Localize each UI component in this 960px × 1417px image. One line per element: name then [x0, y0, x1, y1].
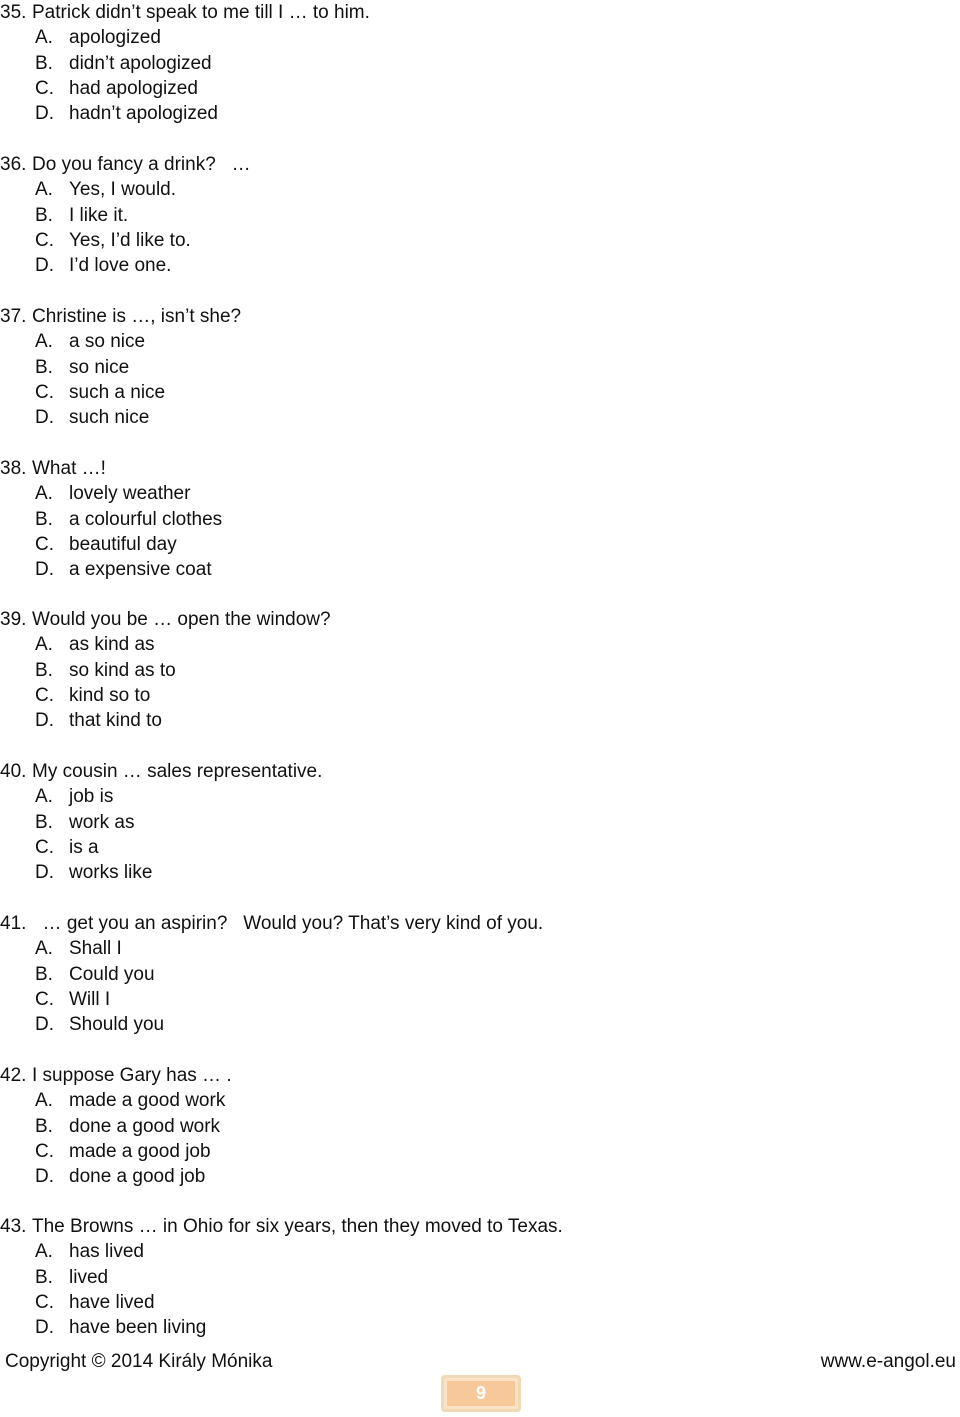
question-number: 43.	[0, 1216, 27, 1237]
answer-option[interactable]	[0, 1139, 940, 1164]
option-letter: B.	[35, 963, 53, 985]
option-letter: A.	[35, 331, 53, 353]
option-text: I like it.	[69, 204, 129, 226]
answer-option[interactable]	[0, 962, 940, 987]
option-text: job is	[69, 786, 114, 808]
answer-option[interactable]	[0, 1012, 940, 1037]
question-38	[0, 456, 940, 582]
option-text: is a	[69, 836, 99, 858]
option-letter: A.	[35, 483, 53, 505]
option-text: Could you	[69, 963, 155, 985]
option-letter: B.	[35, 1115, 53, 1137]
option-letter: C.	[35, 1140, 54, 1162]
option-letter: C.	[35, 533, 54, 555]
answer-option[interactable]	[0, 101, 940, 126]
question-prompt-line	[0, 1063, 940, 1088]
answer-option[interactable]	[0, 658, 940, 683]
option-letter: D.	[35, 255, 54, 277]
question-40	[0, 759, 940, 885]
option-letter: C.	[35, 77, 54, 99]
page-number: 9	[475, 1383, 486, 1403]
answer-option[interactable]	[0, 203, 940, 228]
option-text: hadn’t apologized	[69, 103, 218, 125]
question-prompt-line	[0, 456, 940, 481]
option-text: a colourful clothes	[69, 508, 223, 530]
question-prompt: My cousin … sales representative.	[32, 761, 323, 782]
option-letter: A.	[35, 1090, 53, 1112]
question-prompt: Christine is …, isn’t she?	[32, 306, 242, 327]
answer-option[interactable]	[0, 532, 940, 557]
option-letter: A.	[35, 938, 53, 960]
option-letter: B.	[35, 811, 53, 833]
answer-option[interactable]	[0, 355, 940, 380]
answer-option[interactable]	[0, 1265, 940, 1290]
question-prompt: … get you an aspirin? Would you? That’s very kind of you.	[32, 913, 554, 934]
answer-option[interactable]	[0, 1088, 940, 1113]
question-number: 36.	[0, 154, 27, 175]
option-letter: B.	[35, 1266, 53, 1288]
option-letter: D.	[35, 710, 54, 732]
option-letter: A.	[35, 1241, 53, 1263]
answer-option[interactable]	[0, 507, 940, 532]
option-text: apologized	[69, 27, 161, 49]
option-text: lived	[69, 1266, 109, 1288]
question-prompt: The Browns … in Ohio for six years, then they moved to Texas.	[32, 1216, 563, 1237]
answer-option[interactable]	[0, 1164, 940, 1189]
answer-option[interactable]	[0, 25, 940, 50]
option-text: has lived	[69, 1241, 144, 1263]
question-43	[0, 1214, 940, 1340]
question-36	[0, 152, 940, 278]
question-41	[0, 911, 940, 1037]
option-text: Shall I	[69, 938, 122, 960]
option-letter: B.	[35, 204, 53, 226]
option-text: beautiful day	[69, 533, 177, 555]
copyright-notice: Copyright © 2014 Király Mónika	[5, 1351, 273, 1372]
page-number-badge	[441, 1375, 521, 1412]
option-text: Should you	[69, 1014, 165, 1036]
question-number: 38.	[0, 458, 27, 479]
answer-option[interactable]	[0, 708, 940, 733]
option-letter: C.	[35, 988, 54, 1010]
answer-option[interactable]	[0, 481, 940, 506]
option-text: kind so to	[69, 684, 151, 706]
option-letter: B.	[35, 52, 53, 74]
answer-option[interactable]	[0, 1239, 940, 1264]
option-text: made a good job	[69, 1140, 211, 1162]
option-letter: D.	[35, 103, 54, 125]
option-text: such a nice	[69, 381, 166, 403]
question-prompt-line	[0, 0, 940, 25]
option-letter: A.	[35, 634, 53, 656]
answer-option[interactable]	[0, 557, 940, 582]
option-text: didn’t apologized	[69, 52, 212, 74]
answer-option[interactable]	[0, 810, 940, 835]
option-text: a expensive coat	[69, 559, 212, 581]
answer-option[interactable]	[0, 1114, 940, 1139]
option-letter: D.	[35, 1014, 54, 1036]
option-text: as kind as	[69, 634, 155, 656]
option-text: made a good work	[69, 1090, 226, 1112]
answer-option[interactable]	[0, 987, 940, 1012]
question-prompt-line	[0, 911, 940, 936]
answer-option[interactable]	[0, 51, 940, 76]
option-letter: B.	[35, 508, 53, 530]
answer-option[interactable]	[0, 405, 940, 430]
answer-option[interactable]	[0, 835, 940, 860]
option-letter: D.	[35, 1166, 54, 1188]
answer-option[interactable]	[0, 253, 940, 278]
question-prompt-line	[0, 607, 940, 632]
option-text: a so nice	[69, 331, 146, 353]
option-text: I’d love one.	[69, 255, 172, 277]
question-prompt: I suppose Gary has … .	[32, 1065, 232, 1086]
answer-option[interactable]	[0, 683, 940, 708]
option-text: lovely weather	[69, 483, 191, 505]
answer-option[interactable]	[0, 860, 940, 885]
question-42	[0, 1063, 940, 1189]
website-link[interactable]: www.e-angol.eu	[820, 1351, 956, 1372]
option-letter: C.	[35, 229, 54, 251]
question-prompt: Would you be … open the window?	[32, 609, 331, 630]
answer-option[interactable]	[0, 329, 940, 354]
question-prompt: What …!	[32, 458, 106, 479]
answer-option[interactable]	[0, 784, 940, 809]
option-letter: D.	[35, 559, 54, 581]
option-letter: C.	[35, 381, 54, 403]
answer-option[interactable]	[0, 380, 940, 405]
question-number: 35.	[0, 2, 27, 23]
question-39	[0, 607, 940, 733]
answer-option[interactable]	[0, 177, 940, 202]
option-text: so nice	[69, 356, 130, 378]
option-text: Will I	[69, 988, 111, 1010]
answer-option[interactable]	[0, 632, 940, 657]
answer-option[interactable]	[0, 1315, 940, 1340]
question-prompt-line	[0, 759, 940, 784]
option-letter: D.	[35, 1317, 54, 1339]
question-prompt-line	[0, 1214, 940, 1239]
option-text: works like	[69, 862, 153, 884]
question-number: 39.	[0, 609, 27, 630]
option-letter: C.	[35, 836, 54, 858]
question-prompt-line	[0, 304, 940, 329]
option-text: done a good job	[69, 1166, 206, 1188]
question-number: 42.	[0, 1065, 27, 1086]
answer-option[interactable]	[0, 1290, 940, 1315]
question-prompt: Do you fancy a drink? …	[32, 154, 262, 175]
question-number: 40.	[0, 761, 27, 782]
option-letter: A.	[35, 179, 53, 201]
option-letter: D.	[35, 407, 54, 429]
question-prompt-line	[0, 152, 940, 177]
option-letter: A.	[35, 27, 53, 49]
option-text: that kind to	[69, 710, 162, 732]
question-prompt: Patrick didn’t speak to me till I … to him.	[32, 2, 370, 23]
option-text: have lived	[69, 1291, 155, 1313]
option-letter: D.	[35, 862, 54, 884]
question-number: 37.	[0, 306, 27, 327]
option-text: so kind as to	[69, 659, 176, 681]
option-text: done a good work	[69, 1115, 221, 1137]
question-35	[0, 0, 940, 126]
option-text: such nice	[69, 407, 150, 429]
answer-option[interactable]	[0, 936, 940, 961]
option-letter: B.	[35, 356, 53, 378]
answer-option[interactable]	[0, 76, 940, 101]
question-37	[0, 304, 940, 430]
option-text: have been living	[69, 1317, 207, 1339]
option-text: Yes, I would.	[69, 179, 177, 201]
option-text: work as	[69, 811, 135, 833]
answer-option[interactable]	[0, 228, 940, 253]
question-number: 41.	[0, 913, 27, 934]
option-letter: C.	[35, 1291, 54, 1313]
option-letter: B.	[35, 659, 53, 681]
option-letter: A.	[35, 786, 53, 808]
option-text: Yes, I’d like to.	[69, 229, 191, 251]
option-letter: C.	[35, 684, 54, 706]
option-text: had apologized	[69, 77, 198, 99]
